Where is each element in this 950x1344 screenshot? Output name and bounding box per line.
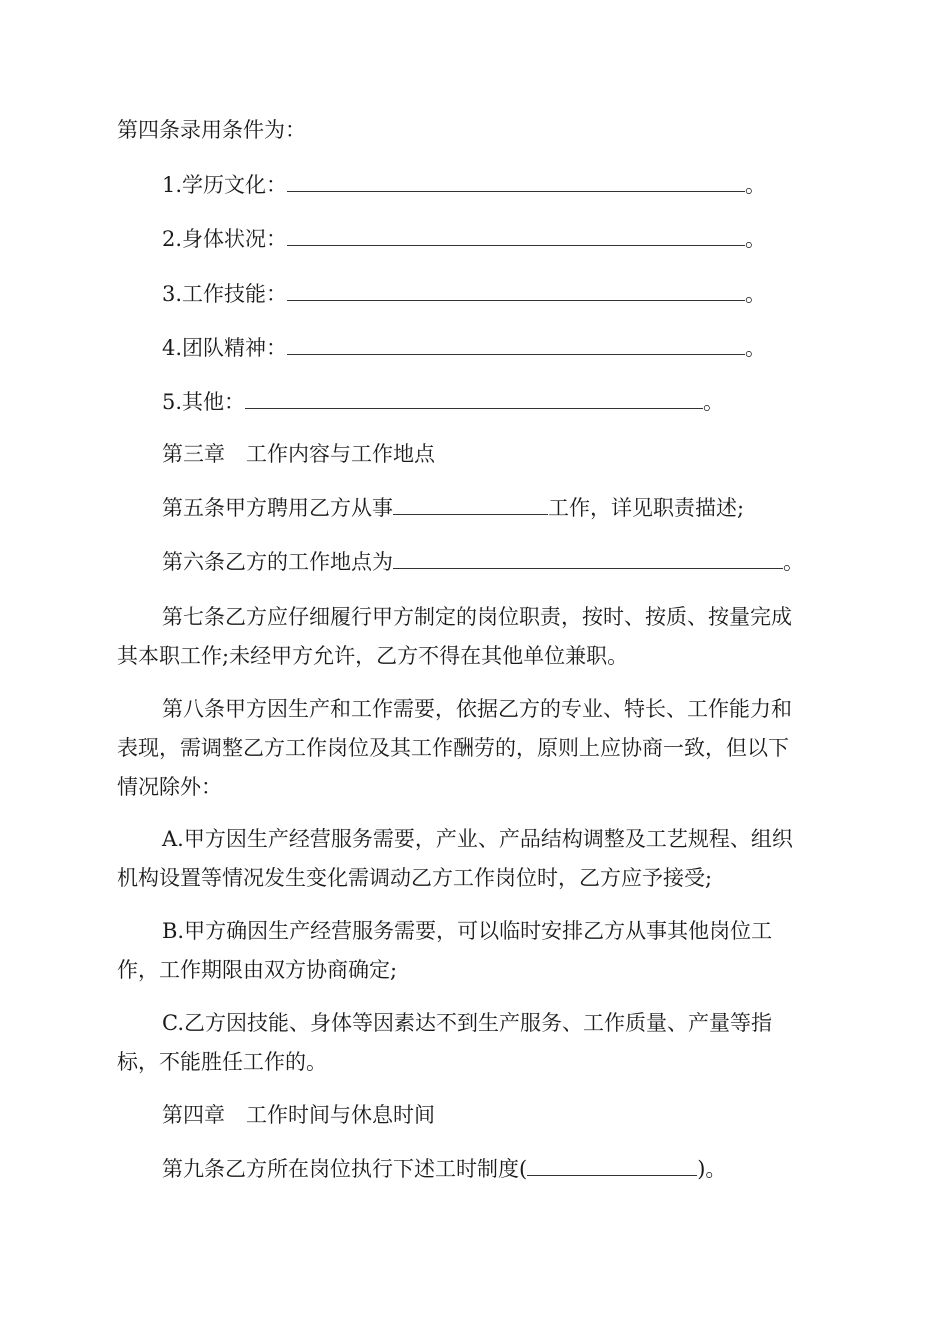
condition-label: 4.团队精神： — [162, 336, 288, 360]
condition-teamwork: 4.团队精神： 。 — [162, 336, 767, 360]
condition-other: 5.其他： 。 — [162, 390, 725, 414]
clause-a-line-2: 机构设置等情况发生变化需调动乙方工作岗位时，乙方应予接受; — [117, 866, 713, 890]
fill-blank — [245, 392, 703, 409]
fill-blank — [287, 229, 745, 246]
fill-blank — [527, 1159, 697, 1176]
fill-blank — [287, 284, 745, 301]
fill-blank — [287, 175, 745, 192]
clause-c-line-2: 标，不能胜任工作的。 — [117, 1050, 327, 1074]
clause-b-line-2: 作，工作期限由双方协商确定; — [117, 958, 398, 982]
condition-education: 1.学历文化： 。 — [162, 173, 767, 197]
article-9: 第九条乙方所在岗位执行下述工时制度( )。 — [162, 1157, 727, 1181]
condition-label: 5.其他： — [162, 390, 246, 414]
article-8-line-3: 情况除外： — [117, 775, 222, 799]
article-8-line-2: 表现，需调整乙方工作岗位及其工作酬劳的，原则上应协商一致，但以下 — [117, 736, 789, 760]
article-4-heading: 第四条录用条件为： — [117, 118, 306, 142]
condition-label: 3.工作技能： — [162, 282, 288, 306]
condition-skills: 3.工作技能： 。 — [162, 282, 767, 306]
clause-c-line-1: C.乙方因技能、身体等因素达不到生产服务、工作质量、产量等指 — [162, 1011, 772, 1035]
fill-blank — [393, 552, 783, 569]
clause-a-line-1: A.甲方因生产经营服务需要，产业、产品结构调整及工艺规程、组织 — [162, 827, 793, 851]
clause-b-line-1: B.甲方确因生产经营服务需要，可以临时安排乙方从事其他岗位工 — [162, 919, 773, 943]
article-8-line-1: 第八条甲方因生产和工作需要，依据乙方的专业、特长、工作能力和 — [162, 697, 792, 721]
fill-blank — [287, 338, 745, 355]
condition-label: 2.身体状况： — [162, 227, 288, 251]
article-6: 第六条乙方的工作地点为 。 — [162, 550, 804, 574]
condition-label: 1.学历文化： — [162, 173, 288, 197]
fill-blank — [393, 498, 548, 515]
article-5: 第五条甲方聘用乙方从事 工作，详见职责描述; — [162, 496, 745, 520]
chapter-4-title: 第四章 工作时间与休息时间 — [162, 1103, 435, 1127]
article-7-line-1: 第七条乙方应仔细履行甲方制定的岗位职责，按时、按质、按量完成 — [162, 605, 792, 629]
article-7-line-2: 其本职工作;未经甲方允许，乙方不得在其他单位兼职。 — [117, 644, 629, 668]
condition-health: 2.身体状况： 。 — [162, 227, 767, 251]
chapter-3-title: 第三章 工作内容与工作地点 — [162, 442, 435, 466]
